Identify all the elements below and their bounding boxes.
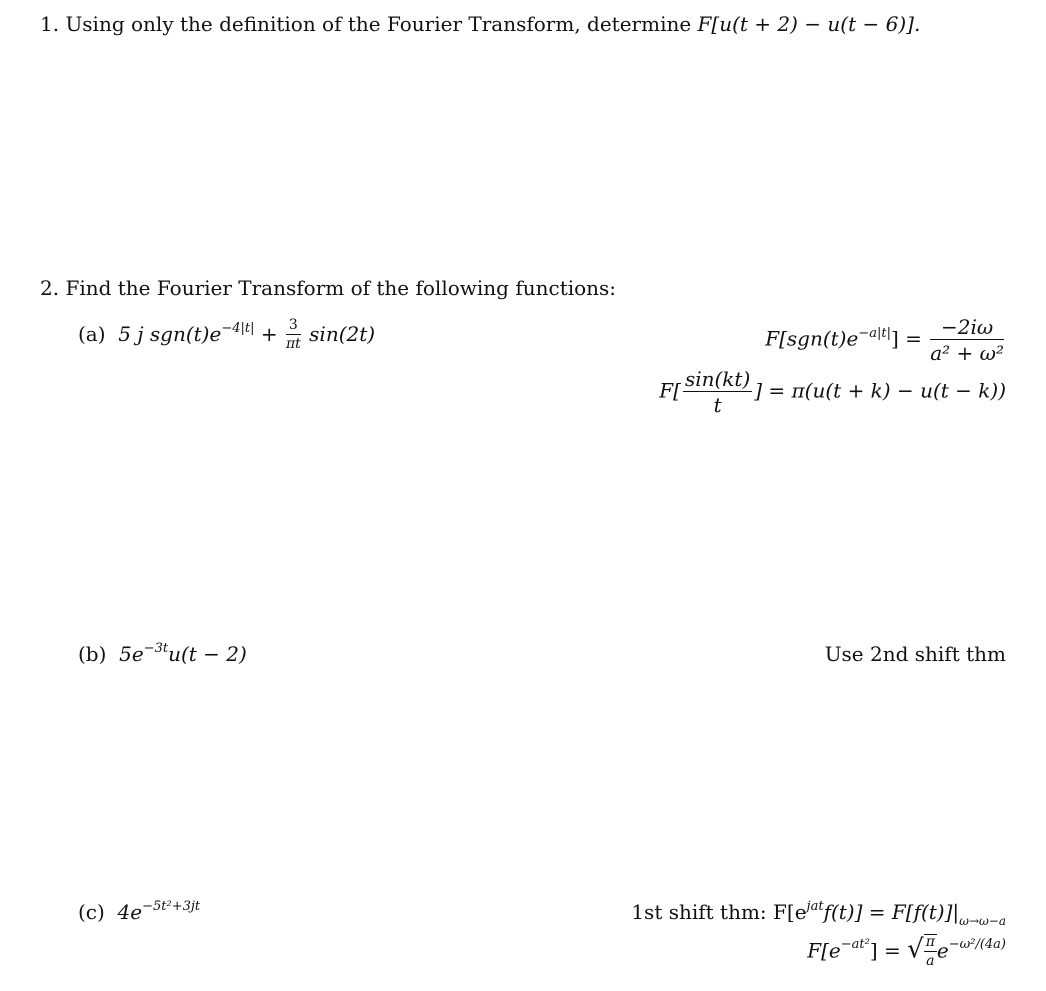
part-a-term2: sin(2t) (309, 321, 376, 346)
part-a-plus: + (260, 321, 278, 346)
part-c (78, 899, 201, 924)
part-a-fraction-num: 3 (286, 318, 301, 335)
hint-sgn-transform (765, 316, 1006, 364)
part-b-label: (b) (78, 642, 107, 666)
hint-sgn-lhs: F[sgn(t)e (765, 326, 859, 351)
part-c-label: (c) (78, 900, 105, 924)
hint-sinc-transform (659, 368, 1006, 416)
question-1 (40, 14, 920, 34)
part-c-exponent: −5t²+3jt (142, 899, 201, 914)
hint-2nd-shift: Use 2nd shift thm (824, 642, 1006, 666)
hint-gaussian-sqrt: √ $\frac{\pi}{a}$ (907, 934, 935, 970)
hint-sinc-num: sin(kt) (684, 367, 751, 391)
hint-sgn-exponent: −a|t| (858, 325, 891, 341)
hint-1st-shift (631, 899, 1006, 928)
hint-gaussian-exponent: −at² (840, 937, 870, 953)
hint-gaussian-sqrt-num: π (924, 935, 937, 952)
hint-sinc-rhs: ] = π(u(t + k) − u(t − k)) (754, 378, 1006, 403)
part-b-base: 5e (119, 642, 144, 666)
question-1-expression: F[u(t + 2) − u(t − 6)]. (697, 12, 921, 36)
hint-sgn-eq: ] = (890, 326, 922, 351)
hint-gaussian-e: e (936, 938, 949, 963)
hint-1st-shift-subscript: ω→ω−a (959, 914, 1006, 928)
part-c-base: 4e (117, 900, 143, 924)
part-a-term1-exponent: −4|t| (221, 320, 255, 336)
part-a-label: (a) (78, 321, 106, 346)
part-b-exponent: −3t (143, 641, 169, 656)
part-a-fraction (286, 318, 301, 353)
hint-1st-shift-exponent: jat (806, 899, 824, 914)
part-a (78, 318, 375, 353)
part-a-term1: 5 j sgn(t)e (118, 321, 222, 346)
hint-sgn-num: −2iω (930, 316, 1004, 340)
hint-sinc-fraction (683, 368, 752, 416)
hint-gaussian-sqrt-den: a (926, 953, 935, 970)
question-1-text: 1. Using only the definition of the Fourier Transform, determine (40, 12, 698, 36)
hint-gaussian (807, 934, 1006, 970)
hint-gaussian-e-exponent: −ω²/(4a) (948, 937, 1006, 953)
part-a-fraction-den: πt (285, 336, 301, 353)
hint-sinc-den: t (713, 393, 722, 417)
part-b-step: u(t − 2) (168, 642, 247, 666)
part-b (78, 641, 247, 666)
hint-sgn-fraction (930, 316, 1004, 364)
hint-gaussian-eq: ] = (869, 938, 901, 963)
hint-1st-shift-lhs: 1st shift thm: F[e (631, 900, 807, 924)
hint-1st-shift-mid: f(t)] = F[f(t)]| (823, 900, 960, 924)
hint-sinc-F: F[ (659, 378, 681, 403)
question-2-intro: 2. Find the Fourier Transform of the following functions: (40, 276, 617, 300)
hint-sgn-den: a² + ω² (930, 341, 1004, 365)
hint-gaussian-lhs: F[e (807, 938, 841, 963)
